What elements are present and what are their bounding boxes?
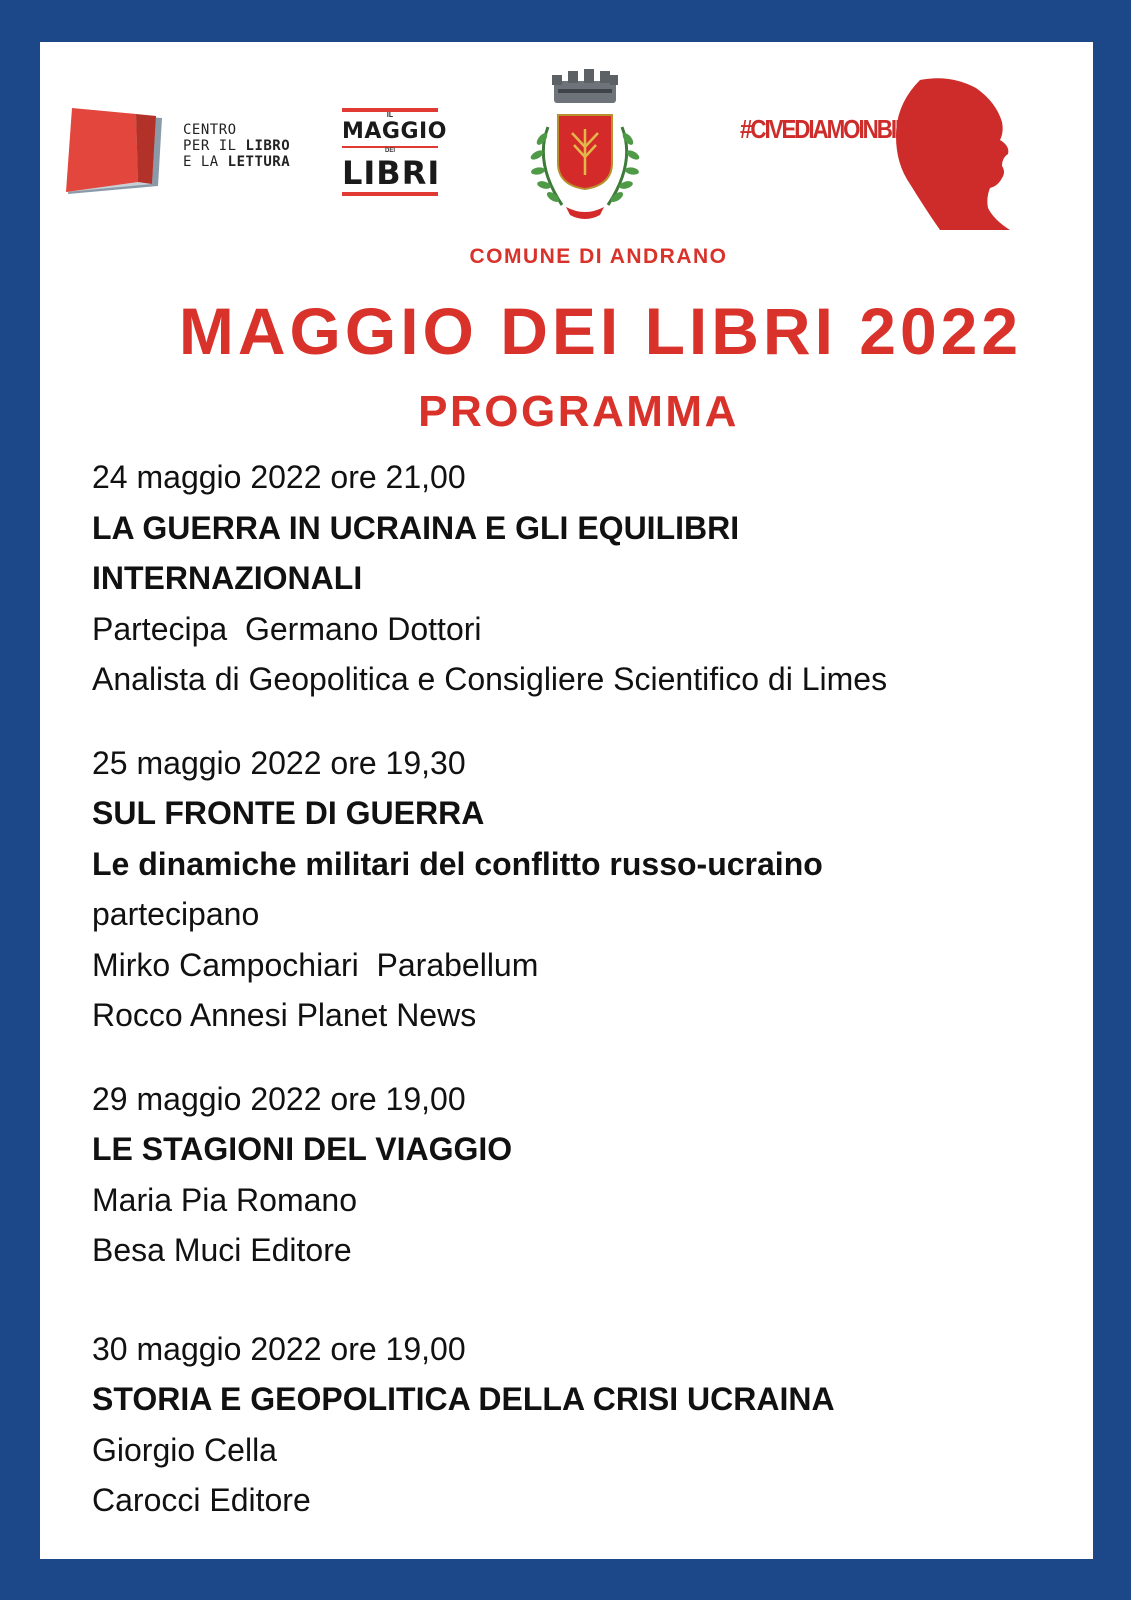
cepell-line-2b: LIBRO [245, 138, 291, 154]
crest-icon [518, 67, 652, 231]
event-title: INTERNAZIONALI [92, 560, 363, 596]
logo-maggio: MAGGIO [342, 119, 447, 144]
profile-silhouette-icon [740, 74, 1020, 234]
cepell-line-1: CENTRO [183, 122, 237, 138]
event-title: SUL FRONTE DI GUERRA [92, 795, 485, 831]
event-title: LA GUERRA IN UCRAINA E GLI EQUILIBRI [92, 509, 740, 546]
event-title: STORIA E GEOPOLITICA DELLA CRISI UCRAINA [92, 1381, 835, 1417]
event-subtitle: Le dinamiche militari del conflitto russo-ucraino [92, 845, 823, 882]
logo-dei: DEI [384, 148, 395, 154]
event-date: 29 maggio 2022 ore 19,00 [92, 1080, 466, 1117]
event-detail: Carocci Editore [92, 1482, 311, 1518]
event-detail: Analista di Geopolitica e Consigliere Scientifico di Limes [92, 661, 888, 697]
maggio-dei-libri-logo [342, 108, 447, 196]
event-detail: Partecipa Germano Dottori [92, 610, 482, 647]
event-item [92, 1324, 1072, 1526]
logo-libri: LIBRI [342, 154, 441, 192]
event-detail: Besa Muci Editore [92, 1232, 352, 1268]
poster-card [40, 42, 1093, 1559]
hashtag-text: #CIVEDIAMOINBIBLIOTECA [740, 114, 993, 144]
event-detail: Mirko Campochiari Parabellum [92, 946, 539, 983]
event-item [92, 1074, 1072, 1276]
comune-crest-emblem [518, 67, 652, 231]
cepell-line-3a: E LA [183, 154, 228, 170]
event-detail: Rocco Annesi Planet News [92, 997, 477, 1033]
event-date: 30 maggio 2022 ore 19,00 [92, 1330, 466, 1367]
event-title: LE STAGIONI DEL VIAGGIO [92, 1131, 513, 1167]
event-date: 25 maggio 2022 ore 19,30 [92, 744, 466, 781]
page-subtitle: PROGRAMMA [418, 387, 739, 436]
event-detail: partecipano [92, 896, 260, 932]
cepell-line-2a: PER IL [183, 138, 246, 154]
civediamoinbiblioteca-logo [740, 74, 1020, 234]
event-date: 24 maggio 2022 ore 21,00 [92, 459, 466, 495]
logo-bar-bottom [342, 192, 438, 196]
cepell-wordmark [183, 122, 290, 170]
event-detail: Maria Pia Romano [92, 1181, 357, 1218]
page-title: MAGGIO DEI LIBRI 2022 [178, 294, 1023, 368]
cepell-logo [66, 108, 296, 198]
event-detail: Giorgio Cella [92, 1431, 277, 1468]
book-icon [66, 108, 176, 198]
cepell-line-3b: LETTURA [227, 154, 291, 170]
logo-il: IL [386, 112, 394, 119]
event-item [92, 452, 1072, 705]
programme-list [92, 452, 1072, 1526]
event-item [92, 738, 1072, 1041]
comune-name: COMUNE DI ANDRANO [469, 245, 728, 268]
